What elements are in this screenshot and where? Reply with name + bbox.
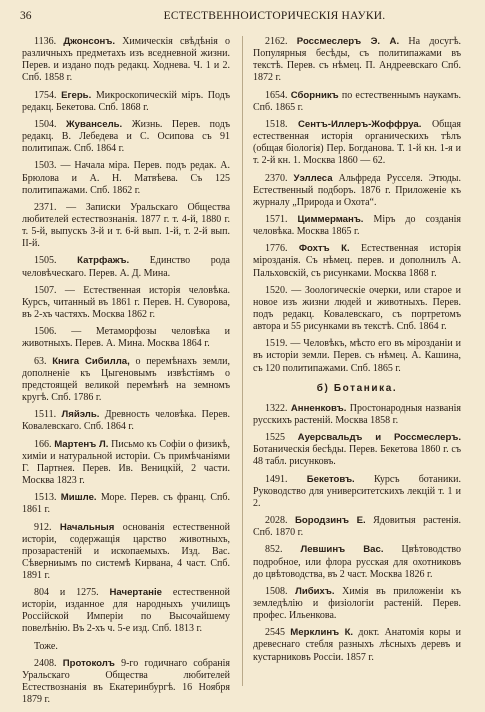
section-heading: б) Ботаника. bbox=[316, 382, 398, 394]
entry-author: Сборникъ bbox=[290, 89, 339, 101]
entry-number: 1519. bbox=[265, 338, 288, 350]
catalog-entry bbox=[253, 544, 461, 580]
entry-text: — Записки Уральскаго Общества любителей естествознанія. 1877 г. т. 4-й, 1880 г. т. 5-й, выпускъ 3-й и т. 6-й вып. 1-й, т. 2-й вып. II-й. bbox=[22, 201, 231, 250]
entry-text: — Метаморфозы человѣка и животныхъ. Перев. А. Мина. Москва 1864 г. bbox=[22, 326, 231, 350]
page-number: 36 bbox=[20, 10, 32, 22]
catalog-entry bbox=[253, 515, 461, 539]
catalog-entry bbox=[253, 285, 461, 333]
catalog-entry bbox=[253, 90, 461, 114]
entry-author: Начальныя bbox=[59, 521, 115, 533]
entry-text: Естественная исторія мірозданія. Съ нѣмец. перев. и дополнилъ А. Пальховскій, съ рисунками. Москва 1868 г. bbox=[253, 243, 462, 279]
entry-number: 1654. bbox=[265, 89, 288, 101]
entry-number: 912. bbox=[34, 521, 52, 533]
entry-author: Уэллеса bbox=[293, 172, 333, 184]
entry-number: 166. bbox=[34, 438, 52, 450]
entry-text: Цвѣтоводство подробное, или флора русская для охотниковъ до цвѣтоводства, въ 2 част. Москва 1826 г. bbox=[253, 544, 462, 580]
entry-author: Ауерсвальдъ и Россмеслеръ. bbox=[297, 432, 461, 444]
catalog-entry bbox=[253, 119, 461, 167]
entry-number: 1505. bbox=[34, 255, 57, 267]
entry-author: Начертаніе bbox=[109, 587, 162, 599]
entry-author: Россмеслеръ Э. А. bbox=[296, 36, 400, 47]
entry-author: Егерь. bbox=[61, 89, 92, 101]
entry-number: 1504. bbox=[34, 118, 57, 130]
catalog-entry bbox=[253, 403, 461, 427]
entry-number: 852. bbox=[265, 544, 283, 556]
entry-author: Джонсонъ. bbox=[63, 36, 116, 47]
entry-text: основанія естественной исторіи, содержащія царство животныхъ, прозарастеній и ископаемыхъ. Изд. Вас. Сѣверниымъ по системѣ Кирвана, 4 част. Спб. 1891 г. bbox=[22, 521, 230, 581]
entry-number: 2371. bbox=[34, 201, 57, 213]
catalog-entry bbox=[22, 492, 230, 516]
entry-text: — Зоологическіе очерки, или старое и новое изъ жизни людей и животныхъ. Перев. подъ редакц. Ковалевскаго, съ портретомъ автора и 55 рисунками въ текстѣ. Спб. 1864 г. bbox=[253, 284, 462, 333]
entry-text: Ботаническія бесѣды. Перев. Бекетова 1860 г. съ 48 табл. рисунковъ. bbox=[253, 444, 461, 468]
entry-text: — Естественная исторія человѣка. Курсъ, читанный въ 1861 г. Перев. Н. Суворова, въ 2-хъ частяхъ. Москва 1862 г. bbox=[22, 284, 231, 320]
entry-number: 1518. bbox=[265, 118, 288, 130]
entry-text: Письмо къ Софіи о физикѣ, химіи и натуральной исторіи. Съ примѣчаніями Г. Партнея. Перев. Ив. Веницкій, 2 части. Москва 1823 г. bbox=[22, 438, 230, 486]
catalog-entry bbox=[253, 173, 461, 209]
page-header bbox=[20, 8, 469, 24]
catalog-entry bbox=[253, 586, 461, 622]
entry-text: — Человѣкъ, мѣсто его въ мірозданіи и въ исторіи земли. Перев. съ нѣмец. А. Кашина, съ 120 политипажами. Спб. 1865 г. bbox=[253, 338, 462, 374]
entry-text: Химическія свѣдѣнія о различныхъ предметахъ изъ вседневной жизни. Перев. и издано подъ редакц. Ходнева. Ч. 1 и 2. Спб. 1858 г. bbox=[22, 36, 231, 84]
entry-author: Ляйэль. bbox=[61, 409, 100, 421]
entry-number: 2028. bbox=[265, 515, 288, 527]
entry-number: 1503. bbox=[34, 160, 57, 172]
entry-text: Простонародныя названія русскихъ растеній. Москва 1858 г. bbox=[253, 402, 461, 426]
entry-text: Міръ до созданія человѣка. Москва 1865 г. bbox=[253, 213, 462, 238]
entry-number: 1136. bbox=[34, 36, 57, 47]
running-title: ЕСТЕСТВЕННОИСТОРИЧЕСКІЯ НАУКИ. bbox=[163, 10, 386, 22]
catalog-entry bbox=[22, 522, 230, 582]
entry-author: Жувансель. bbox=[65, 118, 123, 130]
catalog-entry bbox=[22, 36, 230, 84]
entry-text: докт. Анатомія коры и древеснаго стебля разныхъ лѣсныхъ деревъ и кустарниковъ Россіи. 1857 г. bbox=[253, 627, 462, 663]
right-column bbox=[253, 36, 461, 669]
left-column bbox=[22, 36, 230, 712]
catalog-entry bbox=[253, 243, 461, 279]
catalog-entry bbox=[22, 160, 230, 196]
catalog-entry bbox=[22, 285, 230, 321]
entry-number: 1525 bbox=[265, 432, 285, 444]
entry-number: 1513. bbox=[34, 492, 57, 504]
entry-number: 1776. bbox=[265, 243, 288, 255]
entry-number: 1506. bbox=[34, 326, 57, 338]
catalog-entry bbox=[253, 432, 461, 468]
catalog-entry bbox=[22, 658, 230, 706]
catalog-entry bbox=[22, 409, 230, 433]
entry-author: Катрфажъ. bbox=[77, 255, 130, 267]
entry-author: Бекетовъ. bbox=[306, 473, 355, 485]
entry-text: по естественнымъ наукамъ. Спб. 1865 г. bbox=[253, 89, 462, 113]
entry-text: естественной исторіи, изданное для народныхъ училищъ Россійской Имперіи по Высочайшему повелѣнію. Въ 2-хъ ч. 5-е изд. Спб. 1813 г. bbox=[22, 587, 230, 635]
entry-number: 1322. bbox=[265, 402, 288, 414]
entry-text: Море. Перев. съ франц. Спб. 1861 г. bbox=[22, 492, 230, 516]
entry-text: о перемѣнахъ земли, дополненіе къ Цыгеновымъ извѣстіямъ о предстоящей великой перемѣнѣ на земномъ кругѣ. Спб. 1786 г. bbox=[22, 355, 231, 403]
entry-text: Химія въ приложеніи къ земледѣлію и физіологіи растеній. Перев. профес. Ильенкова. bbox=[253, 585, 462, 622]
entry-text: На досугѣ. Популярныя бесѣды, съ политипажами въ текстѣ. Перев. съ нѣмец. П. Андреевскаго Спб. 1872 г. bbox=[253, 36, 462, 84]
entry-number: 1571. bbox=[265, 213, 288, 225]
entry-number: 1520. bbox=[265, 284, 288, 296]
entry-number: 2162. bbox=[265, 36, 288, 47]
entry-text: 9-го годичнаго собранія Уральскаго Общества любителей Естествознанія въ Екатеринбургѣ. 16 Ноября 1879 г. bbox=[22, 658, 230, 706]
entry-author: Бородзинъ Е. bbox=[294, 515, 366, 527]
column-divider bbox=[242, 36, 243, 686]
catalog-entry bbox=[22, 641, 230, 653]
entry-text: Единство рода человѣческаго. Перев. А. Д. Мина. bbox=[22, 255, 230, 279]
entry-text: Общая естественная исторія органическихъ тѣлъ (общая біологія) Пер. Богданова. Т. 1-й кн. 1-я и т. 2-й кн. 1. Москва 1860 — 62. bbox=[253, 118, 461, 167]
entry-number: 1511. bbox=[34, 409, 57, 421]
entry-number: 1507. bbox=[34, 284, 57, 296]
entry-number: 63. bbox=[34, 355, 47, 367]
entry-number: 1508. bbox=[265, 585, 288, 597]
entry-number: 2545 bbox=[265, 627, 285, 639]
catalog-entry bbox=[22, 439, 230, 487]
entry-text: Жизнь. Перев. подъ редакц. В. Лебедева и С. Осипова съ 91 политипаж. Спб. 1864 г. bbox=[22, 118, 230, 155]
entry-author: Мартенъ Л. bbox=[54, 438, 109, 450]
entry-text: Курсъ ботаники. Руководство для университетскихъ лекцій т. 1 и 2. bbox=[253, 473, 462, 509]
entry-author: Мерклинъ К. bbox=[290, 627, 354, 639]
entry-text: Микроскопическій міръ. Подъ редакц. Бекетова. Спб. 1868 г. bbox=[22, 89, 230, 113]
catalog-entry bbox=[22, 587, 230, 635]
entry-author: Фохтъ К. bbox=[298, 243, 350, 255]
entry-text: — Начала міра. Перев. подъ редак. А. Брюлова и А. Н. Матвѣева. Съ 125 политипажами. Спб. 1862 г. bbox=[22, 160, 230, 196]
entry-text: Тоже. bbox=[34, 640, 58, 652]
entry-number: 2408. bbox=[34, 658, 57, 670]
entry-author: Книга Сибилла, bbox=[52, 355, 130, 367]
catalog-entry bbox=[253, 338, 461, 374]
entry-text: Альфреда Русселя. Этюды. Естественный подборъ. 1876 г. Приложеніе къ журналу „Природа и Охота“. bbox=[253, 172, 462, 208]
entry-author: Протоколъ bbox=[62, 658, 115, 670]
catalog-entry bbox=[22, 356, 230, 404]
entry-text: Ядовитыя растенія. Спб. 1870 г. bbox=[253, 515, 461, 539]
catalog-entry bbox=[22, 90, 230, 114]
catalog-entry bbox=[253, 474, 461, 510]
entry-author: Анненковъ. bbox=[290, 402, 347, 414]
catalog-entry bbox=[22, 119, 230, 155]
entry-text: Древность человѣка. Перев. Ковалевскаго. Спб. 1864 г. bbox=[22, 409, 230, 433]
entry-author: Левшинъ Вас. bbox=[300, 544, 384, 556]
entry-author: Сентъ-Иллеръ-Жоффруа. bbox=[298, 118, 422, 130]
catalog-entry bbox=[253, 627, 461, 663]
catalog-entry bbox=[253, 36, 461, 84]
entry-number: 2370. bbox=[265, 172, 288, 184]
entry-author: Циммерманъ. bbox=[297, 213, 364, 225]
entry-number: 804 и 1275. bbox=[34, 587, 99, 599]
entry-author: Либихъ. bbox=[295, 585, 335, 597]
catalog-entry bbox=[253, 214, 461, 238]
entry-number: 1491. bbox=[265, 473, 288, 485]
catalog-entry bbox=[22, 202, 230, 250]
entry-author: Мишле. bbox=[60, 492, 97, 504]
entry-number: 1754. bbox=[34, 89, 57, 101]
catalog-entry bbox=[22, 326, 230, 350]
catalog-entry bbox=[22, 255, 230, 279]
